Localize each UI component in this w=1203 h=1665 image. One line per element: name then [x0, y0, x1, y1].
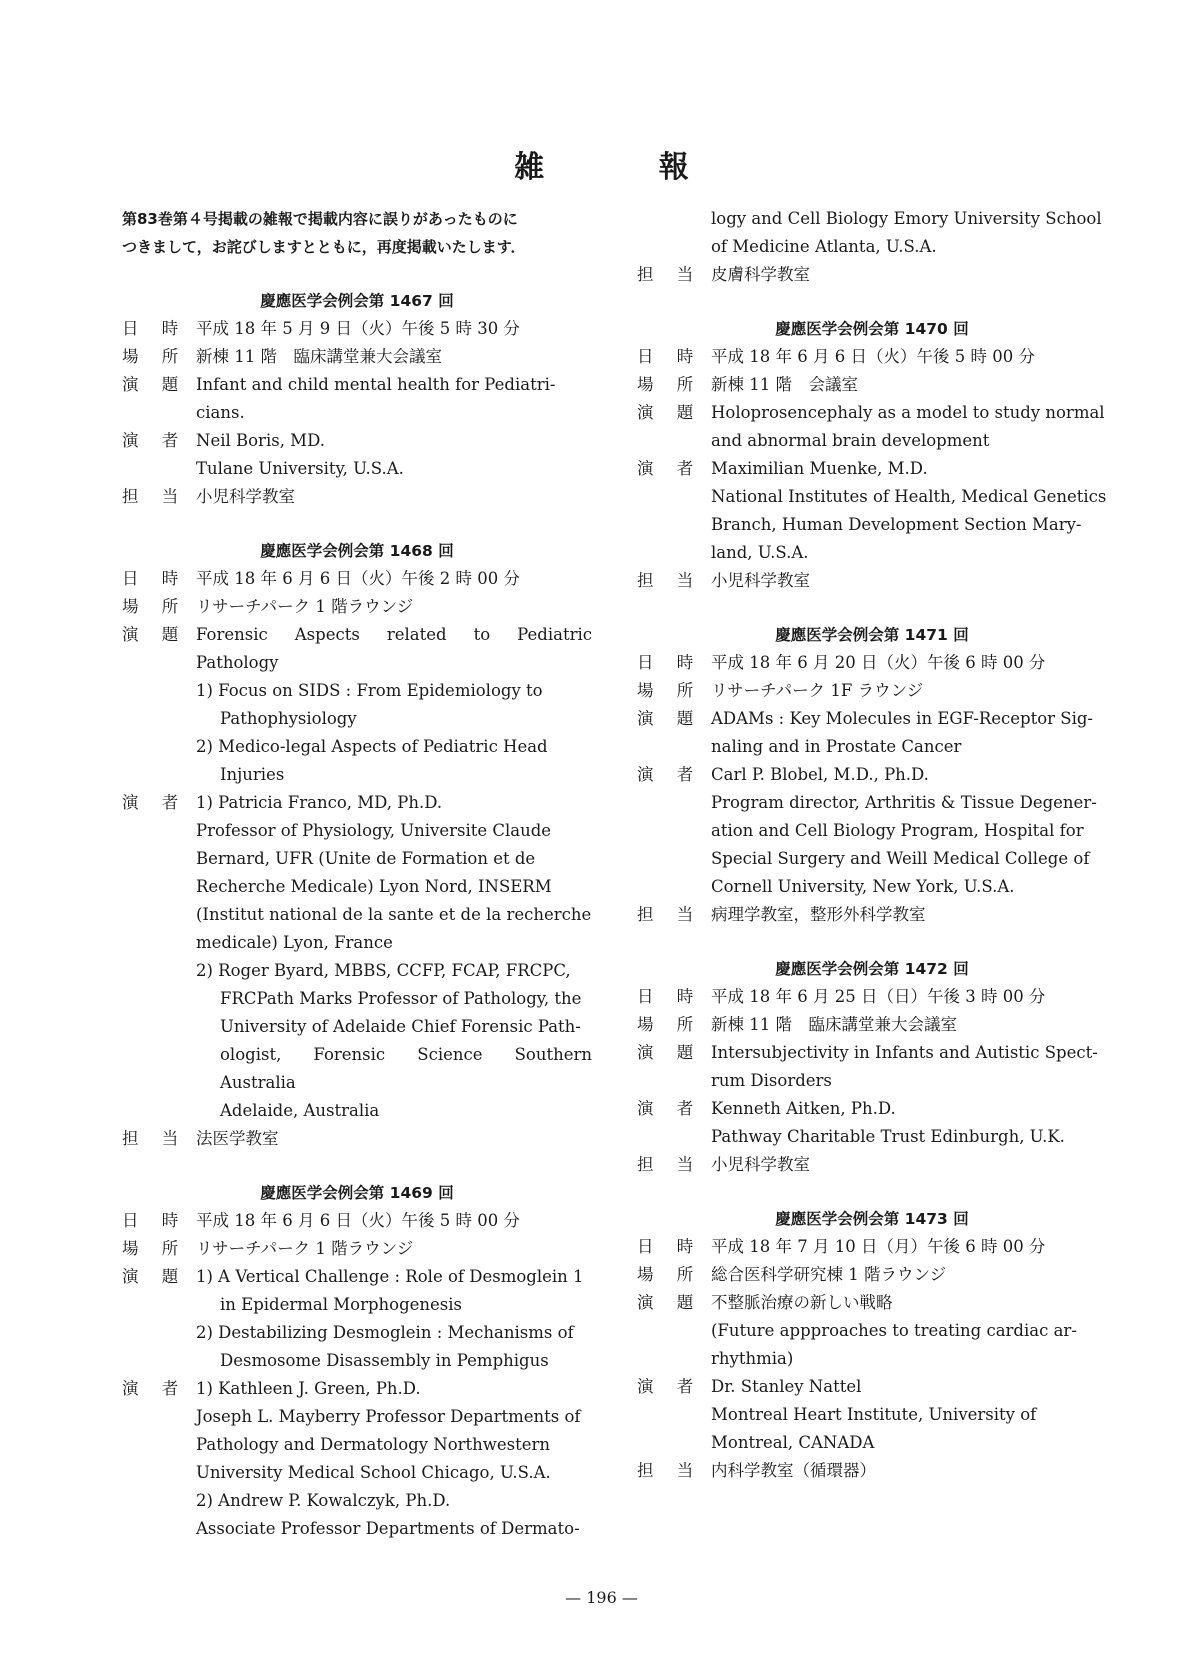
- title-line: and abnormal brain development: [711, 431, 990, 450]
- place-value: 新棟 11 階 臨床講堂兼大会議室: [196, 347, 442, 366]
- date-label: 日 時: [637, 987, 703, 1006]
- speaker-line: Dr. Stanley Nattel: [711, 1377, 862, 1396]
- title-line: Injuries: [220, 765, 285, 784]
- speaker-line: Maximilian Muenke, M.D.: [711, 459, 928, 478]
- speaker-line: University of Adelaide Chief Forensic Path-: [220, 1017, 581, 1036]
- place-label: 場 所: [637, 375, 703, 394]
- speaker-value: [711, 1095, 1107, 1151]
- date-row: [122, 1207, 592, 1235]
- title-line: 1) A Vertical Challenge : Role of Desmoglein 1: [196, 1267, 584, 1286]
- date-row: [637, 649, 1107, 677]
- speaker-line: logy and Cell Biology Emory University School: [711, 209, 1102, 228]
- speaker-value: [196, 427, 592, 483]
- meeting-1469: [122, 1179, 592, 1543]
- meeting-heading: 慶應医学会例会第 1473 回: [775, 1210, 969, 1228]
- place-value: 新棟 11 階 会議室: [711, 375, 858, 394]
- speaker-line: National Institutes of Health, Medical Genetics: [711, 487, 1107, 506]
- place-label: 場 所: [637, 1015, 703, 1034]
- page-title: 雑 報: [514, 150, 741, 185]
- place-row: [122, 343, 592, 371]
- speaker-row: [637, 1095, 1107, 1151]
- speaker-row: [122, 1375, 592, 1543]
- speaker-line: Neil Boris, MD.: [196, 431, 325, 450]
- speaker-value: [711, 761, 1107, 901]
- place-label: 場 所: [637, 681, 703, 700]
- speaker-line: Bernard, UFR (Unite de Formation et de: [196, 849, 536, 868]
- title-row: [122, 371, 592, 427]
- right-column: [637, 205, 1107, 1485]
- meeting-1471: [637, 621, 1107, 929]
- meeting-heading: 慶應医学会例会第 1471 回: [775, 626, 969, 644]
- title-label: 演 題: [122, 1267, 188, 1286]
- speaker-line: of Medicine Atlanta, U.S.A.: [711, 237, 937, 256]
- speaker-line: Cornell University, New York, U.S.A.: [711, 877, 1015, 896]
- date-row: [637, 343, 1107, 371]
- charge-row: [637, 901, 1107, 929]
- speaker-value: [196, 1375, 592, 1543]
- place-label: 場 所: [122, 1239, 188, 1258]
- title-row: [637, 1039, 1107, 1095]
- correction-notice: [122, 205, 592, 261]
- speaker-value: [711, 455, 1107, 567]
- charge-row: [122, 483, 592, 511]
- place-value: リサーチパーク 1 階ラウンジ: [196, 1239, 414, 1258]
- title-line: Infant and child mental health for Pediatri-: [196, 375, 556, 394]
- date-label: 日 時: [637, 653, 703, 672]
- meeting-1472: [637, 955, 1107, 1179]
- date-value: 平成 18 年 6 月 20 日（火）午後 6 時 00 分: [711, 653, 1046, 672]
- date-label: 日 時: [122, 569, 188, 588]
- date-row: [637, 1233, 1107, 1261]
- place-value: 総合医科学研究棟 1 階ラウンジ: [711, 1265, 947, 1284]
- title-label: 演 題: [637, 403, 703, 422]
- title-line: 1) Focus on SIDS : From Epidemiology to: [196, 681, 543, 700]
- title-value: [196, 1263, 592, 1375]
- meeting-1469-continued: [637, 205, 1107, 289]
- speaker-row: [637, 761, 1107, 901]
- date-label: 日 時: [637, 347, 703, 366]
- date-value: 平成 18 年 6 月 6 日（火）午後 5 時 00 分: [711, 347, 1035, 366]
- title-row: [637, 705, 1107, 761]
- title-line: 2) Medico-legal Aspects of Pediatric Head: [196, 737, 548, 756]
- speaker-line: Tulane University, U.S.A.: [196, 459, 404, 478]
- title-line: 2) Destabilizing Desmoglein : Mechanisms of: [196, 1323, 574, 1342]
- charge-row: [122, 1125, 592, 1153]
- title-value: [711, 399, 1107, 455]
- charge-row: [637, 567, 1107, 595]
- date-row: [637, 983, 1107, 1011]
- title-row: [637, 1289, 1107, 1373]
- speaker-line: Montreal Heart Institute, University of: [711, 1405, 1037, 1424]
- speaker-row: [637, 1373, 1107, 1457]
- meeting-1473: [637, 1205, 1107, 1485]
- charge-label: 担 当: [637, 1461, 703, 1480]
- place-value: 新棟 11 階 臨床講堂兼大会議室: [711, 1015, 957, 1034]
- place-row: [637, 1011, 1107, 1039]
- meeting-heading: 慶應医学会例会第 1467 回: [260, 292, 454, 310]
- title-line: Pathophysiology: [220, 709, 357, 728]
- place-value: リサーチパーク 1 階ラウンジ: [196, 597, 414, 616]
- speaker-label: 演 者: [637, 1099, 703, 1118]
- speaker-row: [122, 427, 592, 483]
- speaker-line: Pathology and Dermatology Northwestern: [196, 1435, 551, 1454]
- date-row: [122, 565, 592, 593]
- charge-value: 小児科学教室: [196, 487, 295, 506]
- title-line: (Future appproaches to treating cardiac ar-: [711, 1321, 1077, 1340]
- title-line: in Epidermal Morphogenesis: [220, 1295, 463, 1314]
- place-row: [637, 371, 1107, 399]
- title-line: rhythmia): [711, 1349, 794, 1368]
- speaker-line: Joseph L. Mayberry Professor Departments of: [196, 1407, 581, 1426]
- speaker-row: [122, 789, 592, 1125]
- meeting-heading: 慶應医学会例会第 1469 回: [260, 1184, 454, 1202]
- date-value: 平成 18 年 7 月 10 日（月）午後 6 時 00 分: [711, 1237, 1046, 1256]
- speaker-line: Adelaide, Australia: [220, 1101, 380, 1120]
- speaker-line: 2) Andrew P. Kowalczyk, Ph.D.: [196, 1491, 451, 1510]
- speaker-label: 演 者: [122, 1379, 188, 1398]
- speaker-line: ologist, Forensic Science Southern Australia: [220, 1045, 592, 1092]
- notice-line: 第83巻第４号掲載の雑報で掲載内容に誤りがあったものに: [122, 210, 518, 228]
- place-value: リサーチパーク 1F ラウンジ: [711, 681, 924, 700]
- place-row: [637, 1261, 1107, 1289]
- title-line: naling and in Prostate Cancer: [711, 737, 962, 756]
- speaker-label: 演 者: [637, 459, 703, 478]
- speaker-row: [637, 455, 1107, 567]
- speaker-line: 1) Kathleen J. Green, Ph.D.: [196, 1379, 421, 1398]
- title-line: rum Disorders: [711, 1071, 832, 1090]
- speaker-line: Pathway Charitable Trust Edinburgh, U.K.: [711, 1127, 1065, 1146]
- title-value: [711, 1289, 1107, 1373]
- speaker-label: 演 者: [637, 765, 703, 784]
- title-line: cians.: [196, 403, 245, 422]
- title-label: 演 題: [637, 1043, 703, 1062]
- speaker-label: 演 者: [122, 431, 188, 450]
- charge-label: 担 当: [637, 571, 703, 590]
- speaker-label: 演 者: [637, 1377, 703, 1396]
- speaker-continued: [637, 205, 1107, 261]
- meeting-1468: [122, 537, 592, 1153]
- charge-label: 担 当: [637, 265, 703, 284]
- meeting-heading: 慶應医学会例会第 1472 回: [775, 960, 969, 978]
- speaker-line: land, U.S.A.: [711, 543, 809, 562]
- date-value: 平成 18 年 6 月 6 日（火）午後 2 時 00 分: [196, 569, 520, 588]
- title-line: Forensic Aspects related to Pediatric Pathology: [196, 625, 592, 672]
- date-value: 平成 18 年 6 月 25 日（日）午後 3 時 00 分: [711, 987, 1046, 1006]
- date-value: 平成 18 年 5 月 9 日（火）午後 5 時 30 分: [196, 319, 520, 338]
- speaker-value: [711, 1373, 1107, 1457]
- charge-label: 担 当: [122, 1129, 188, 1148]
- meeting-heading: 慶應医学会例会第 1470 回: [775, 320, 969, 338]
- speaker-line: Branch, Human Development Section Mary-: [711, 515, 1082, 534]
- title-label: 演 題: [637, 709, 703, 728]
- charge-label: 担 当: [637, 905, 703, 924]
- title-row: [637, 399, 1107, 455]
- charge-row: [637, 1151, 1107, 1179]
- place-row: [122, 593, 592, 621]
- speaker-line: 2) Roger Byard, MBBS, CCFP, FCAP, FRCPC,: [196, 961, 571, 980]
- speaker-line: 1) Patricia Franco, MD, Ph.D.: [196, 793, 443, 812]
- speaker-line: Professor of Physiology, Universite Claude: [196, 821, 552, 840]
- speaker-line: Associate Professor Departments of Dermato-: [196, 1519, 580, 1538]
- title-value: [711, 1039, 1107, 1095]
- title-line: 不整脈治療の新しい戦略: [711, 1293, 893, 1312]
- notice-line: つきまして，お詫びしますとともに，再度掲載いたします．: [122, 238, 526, 256]
- title-row: [122, 621, 592, 789]
- charge-row: [637, 261, 1107, 289]
- charge-value: 皮膚科学教室: [711, 265, 810, 284]
- left-column: [122, 205, 592, 1543]
- date-label: 日 時: [122, 1211, 188, 1230]
- charge-value: 法医学教室: [196, 1129, 279, 1148]
- speaker-line: University Medical School Chicago, U.S.A.: [196, 1463, 551, 1482]
- speaker-line: FRCPath Marks Professor of Pathology, the: [220, 989, 582, 1008]
- charge-value: 内科学教室（循環器）: [711, 1461, 876, 1480]
- meeting-1470: [637, 315, 1107, 595]
- speaker-line: Recherche Medicale) Lyon Nord, INSERM: [196, 877, 552, 896]
- speaker-line: (Institut national de la sante et de la recherche: [196, 905, 592, 924]
- title-row: [122, 1263, 592, 1375]
- title-value: [196, 371, 592, 427]
- place-row: [637, 677, 1107, 705]
- date-label: 日 時: [122, 319, 188, 338]
- meeting-1467: [122, 287, 592, 511]
- date-label: 日 時: [637, 1237, 703, 1256]
- meeting-heading: 慶應医学会例会第 1468 回: [260, 542, 454, 560]
- title-value: [196, 621, 592, 789]
- title-line: Desmosome Disassembly in Pemphigus: [220, 1351, 549, 1370]
- speaker-line: Special Surgery and Weill Medical College of: [711, 849, 1090, 868]
- charge-value: 小児科学教室: [711, 1155, 810, 1174]
- speaker-label: 演 者: [122, 793, 188, 812]
- speaker-line: medicale) Lyon, France: [196, 933, 393, 952]
- title-line: Holoprosencephaly as a model to study normal: [711, 403, 1105, 422]
- date-row: [122, 315, 592, 343]
- speaker-line: Kenneth Aitken, Ph.D.: [711, 1099, 896, 1118]
- title-line: ADAMs : Key Molecules in EGF-Receptor Sig-: [711, 709, 1094, 728]
- speaker-line: Montreal, CANADA: [711, 1433, 875, 1452]
- date-value: 平成 18 年 6 月 6 日（火）午後 5 時 00 分: [196, 1211, 520, 1230]
- speaker-value: [196, 789, 592, 1125]
- charge-row: [637, 1457, 1107, 1485]
- place-row: [122, 1235, 592, 1263]
- title-label: 演 題: [122, 625, 188, 644]
- place-label: 場 所: [122, 597, 188, 616]
- title-line: Intersubjectivity in Infants and Autistic Spect-: [711, 1043, 1098, 1062]
- speaker-line: Program director, Arthritis & Tissue Degener-: [711, 793, 1097, 812]
- charge-value: 小児科学教室: [711, 571, 810, 590]
- title-label: 演 題: [637, 1293, 703, 1312]
- charge-label: 担 当: [637, 1155, 703, 1174]
- speaker-line: Carl P. Blobel, M.D., Ph.D.: [711, 765, 929, 784]
- place-label: 場 所: [122, 347, 188, 366]
- speaker-line: ation and Cell Biology Program, Hospital for: [711, 821, 1084, 840]
- place-label: 場 所: [637, 1265, 703, 1284]
- page-number: — 196 —: [565, 1588, 638, 1607]
- title-label: 演 題: [122, 375, 188, 394]
- title-value: [711, 705, 1107, 761]
- charge-value: 病理学教室，整形外科学教室: [711, 905, 926, 924]
- charge-label: 担 当: [122, 487, 188, 506]
